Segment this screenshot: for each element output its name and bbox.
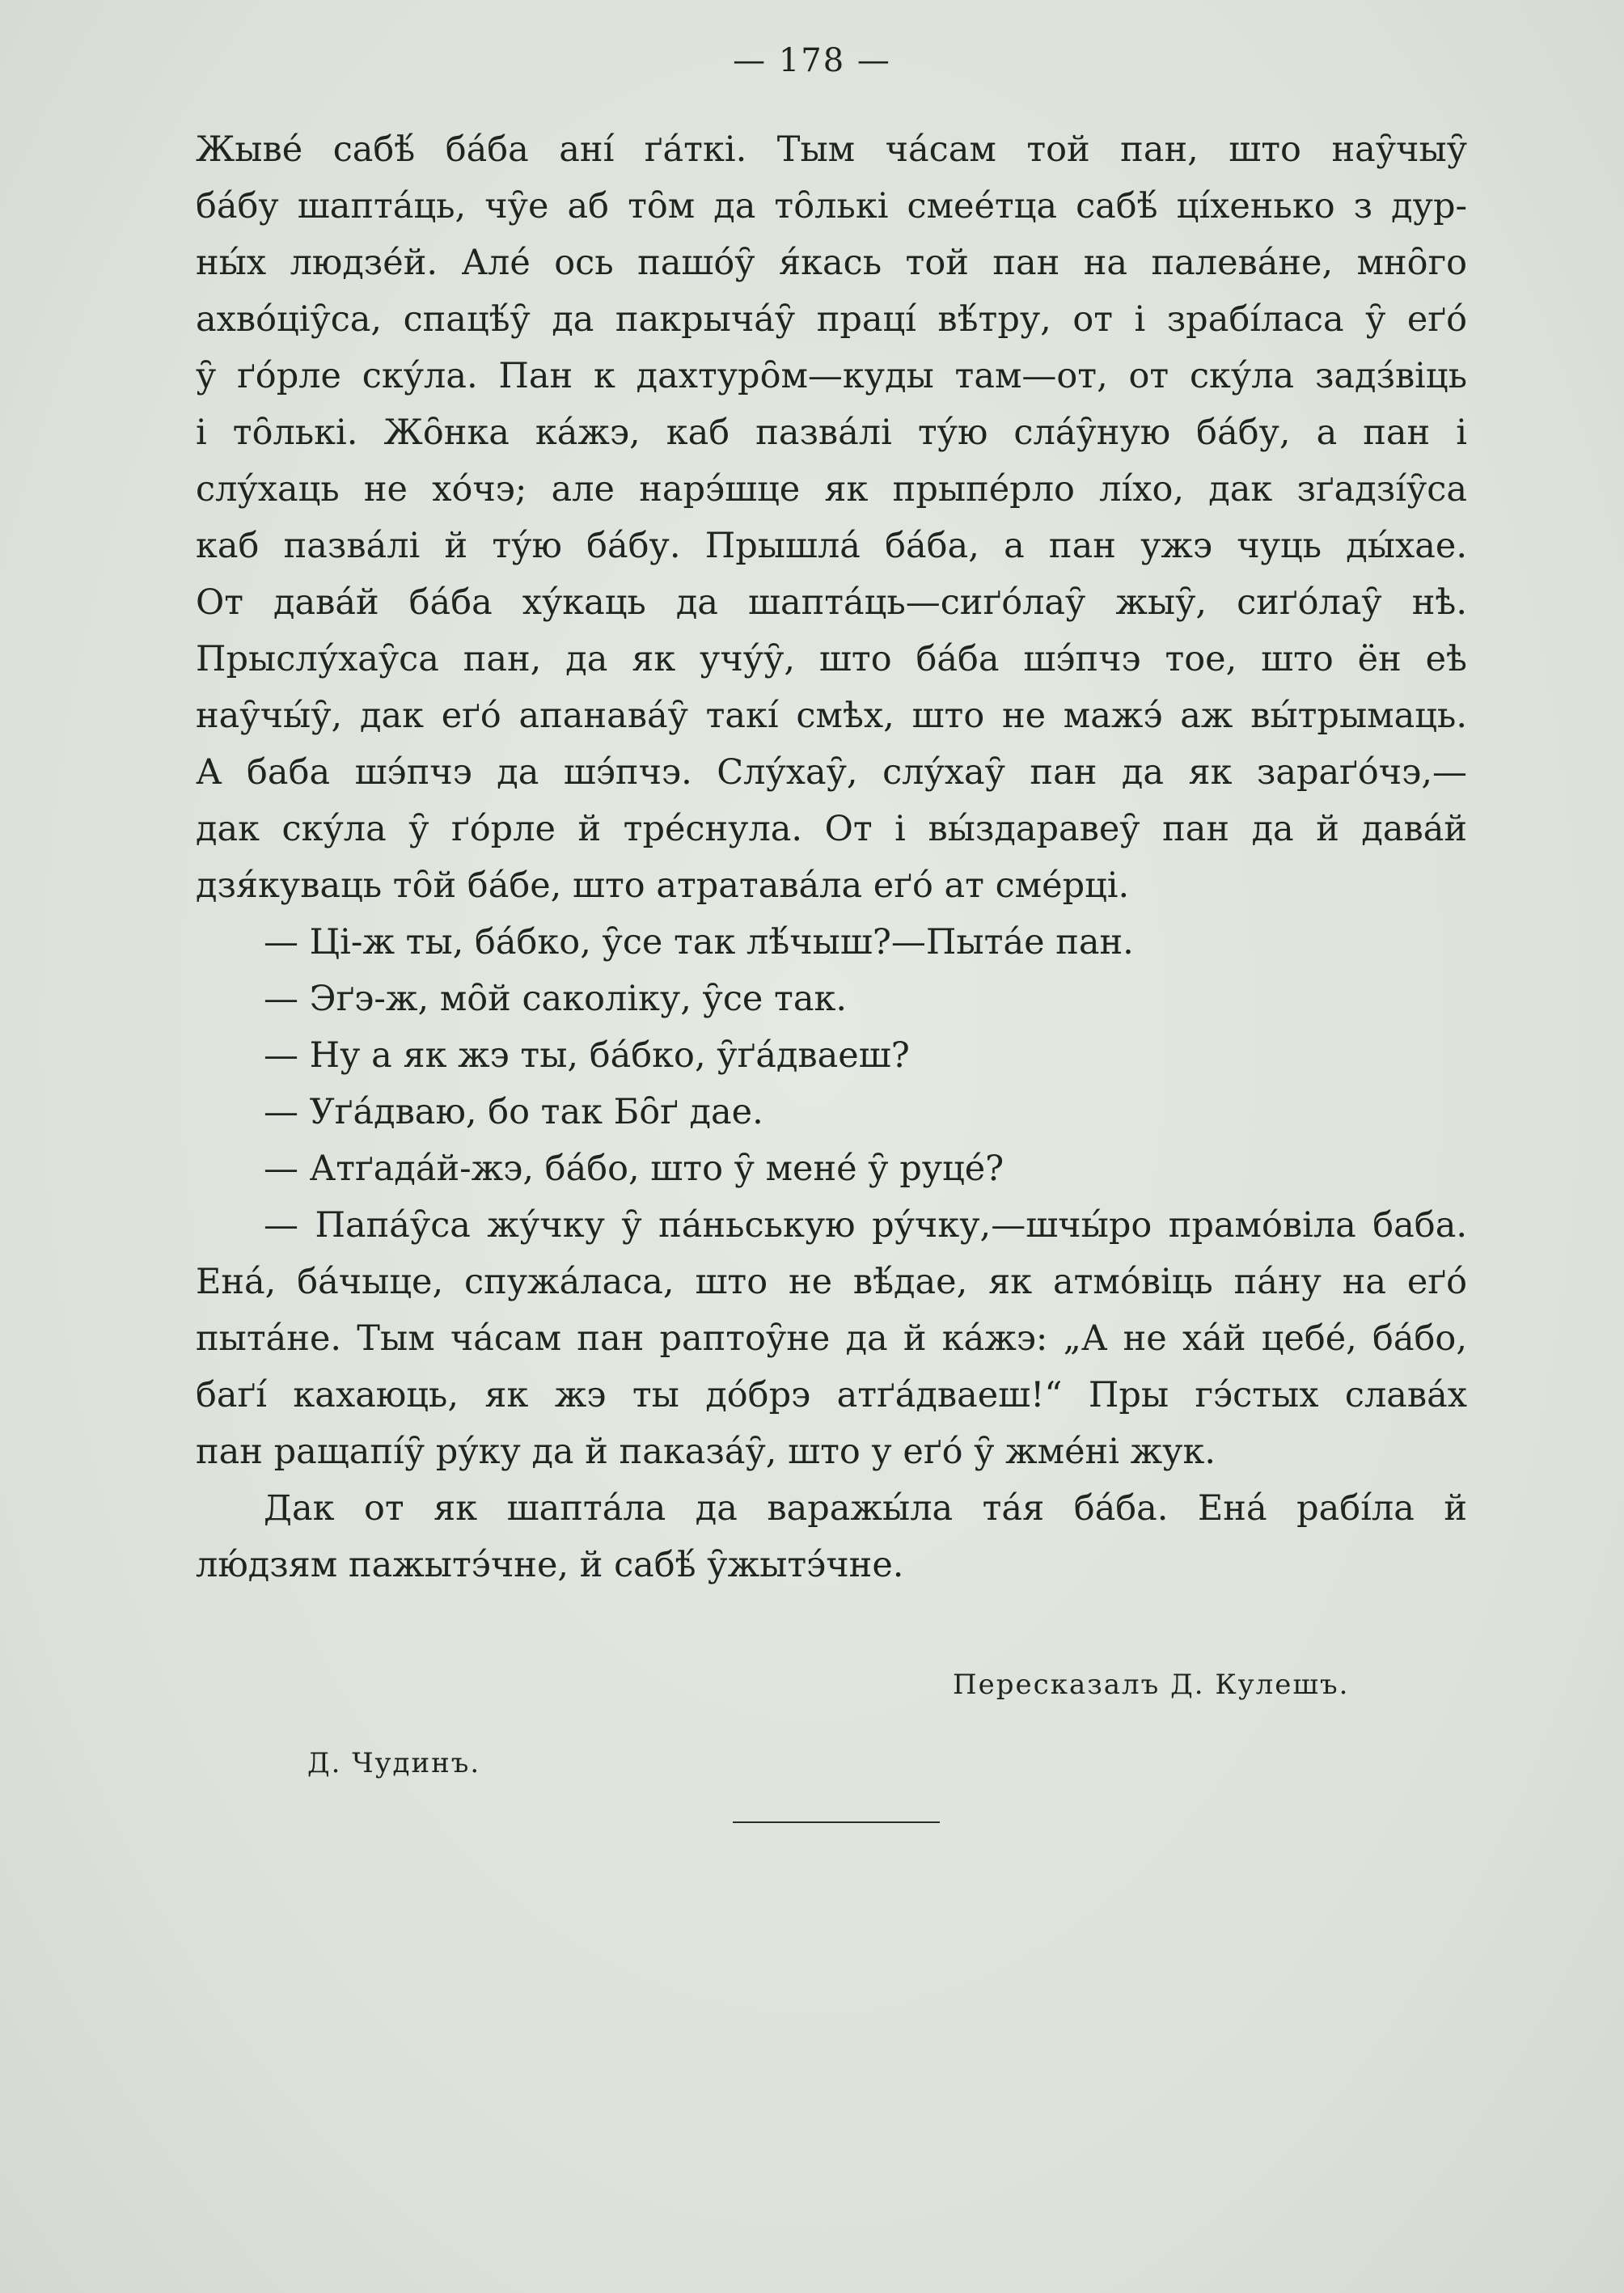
text-line: і то̑лькі. Жо̑нка ка́жэ, каб пазва́лі ту́ю сла́у̑ную ба́бу, а пан і xyxy=(196,412,1467,453)
dialog-line: — Атґада́й-жэ, ба́бо, што у̑ мене́ у̑ руце́? xyxy=(264,1149,1004,1189)
text-line: баґі́ кахаюць, як жэ ты до́брэ атґа́дваеш!“ Пры гэ́стых слава́х xyxy=(196,1375,1467,1415)
story-text xyxy=(196,121,1467,1593)
section-divider xyxy=(733,1821,940,1823)
text-line: пыта́не. Тым ча́сам пан раптоу̑не да й ка́жэ: „А не ха́й цебе́, ба́бо, xyxy=(196,1318,1467,1359)
text-line: нау̑чы́у̑, дак еґо́ апанава́у̑ такі́ смѣх, што не мажэ́ аж вы́трымаць. xyxy=(196,696,1467,736)
text-line: пан ращапі́у̑ ру́ку да й паказа́у̑, што у еґо́ у̑ жме́ні жук. xyxy=(196,1432,1216,1472)
text-line: А баба шэ́пчэ да шэ́пчэ. Слу́хау̑, слу́хау̑ пан да як зараґо́чэ,— xyxy=(196,752,1467,793)
text-line: у̑ ґо́рле ску́ла. Пан к дахтуро̑м—куды там—от, от ску́ла задз́віць xyxy=(196,356,1467,396)
text-line: дзя́куваць то̑й ба́бе, што атратава́ла еґо́ ат сме́рці. xyxy=(196,865,1130,906)
text-line: ны́х людзе́й. Але́ ось пашо́у̑ я́кась той пан на палева́не, мно̑го xyxy=(196,243,1467,283)
text-line: ахво́ціу̑са, спацѣ́у̑ да пакрыча́у̑ праці́ вѣ́тру, от і зрабі́ласа у̑ еґо́ xyxy=(196,299,1467,340)
text-line: ба́бу шапта́ць, чу̑е аб то̑м да то̑лькі смее́тца сабѣ́ ці́хенько з дур- xyxy=(196,186,1467,226)
text-line: лю́дзям пажытэ́чне, й сабѣ́ у̑жытэ́чне. xyxy=(196,1545,904,1585)
text-line: Дак от як шапта́ла да варажы́ла та́я ба́ба. Ена́ рабі́ла й xyxy=(264,1488,1467,1529)
dialog-line: — Эґэ-ж, мо̑й саколіку, у̑се так. xyxy=(264,979,848,1019)
dialog-line: — Ну а як жэ ты, ба́бко, у̑ґа́дваеш? xyxy=(264,1035,910,1076)
text-line: дак ску́ла у̑ ґо́рле й тре́снула. От і вы́здаравеу̑ пан да й дава́й xyxy=(196,809,1467,849)
text-line: От дава́й ба́ба ху́каць да шапта́ць—сиґо́лау̑ жыу̑, сиґо́лау̑ нѣ. xyxy=(196,582,1467,623)
author-signature: Д. Чудинъ. xyxy=(307,1747,481,1779)
retold-by-signature: Пересказалъ Д. Кулешъ. xyxy=(953,1669,1350,1701)
text-line: — Папа́у̑са жу́чку у̑ па́ньськую ру́чку,—шчы́ро прамо́віла баба. xyxy=(264,1205,1467,1246)
text-line: каб пазва́лі й ту́ю ба́бу. Прышла́ ба́ба, а пан ужэ чуць ды́хае. xyxy=(196,526,1467,566)
dialog-line: — Ці-ж ты, ба́бко, у̑се так лѣ́чыш?—Пыта́е пан. xyxy=(264,922,1134,962)
text-line: Ена́, ба́чыце, спужа́ласа, што не вѣ́дае, як атмо́віць па́ну на еґо́ xyxy=(196,1262,1467,1302)
page-number: — 178 — xyxy=(733,42,891,79)
text-line: Жыве́ сабѣ́ ба́ба ані́ ґа́ткі. Тым ча́сам той пан, што нау̑чыу̑ xyxy=(196,129,1467,170)
text-line: Прыслу́хау̑са пан, да як учу́у̑, што ба́ба шэ́пчэ тое, што ён еѣ xyxy=(196,639,1467,679)
text-line: слу́хаць не хо́чэ; але нарэ́шце як прыпе́рло лі́хо, дак зґадзі́у̑са xyxy=(196,469,1467,510)
dialog-line: — Уґа́дваю, бо так Бо̑ґ дае. xyxy=(264,1092,763,1132)
